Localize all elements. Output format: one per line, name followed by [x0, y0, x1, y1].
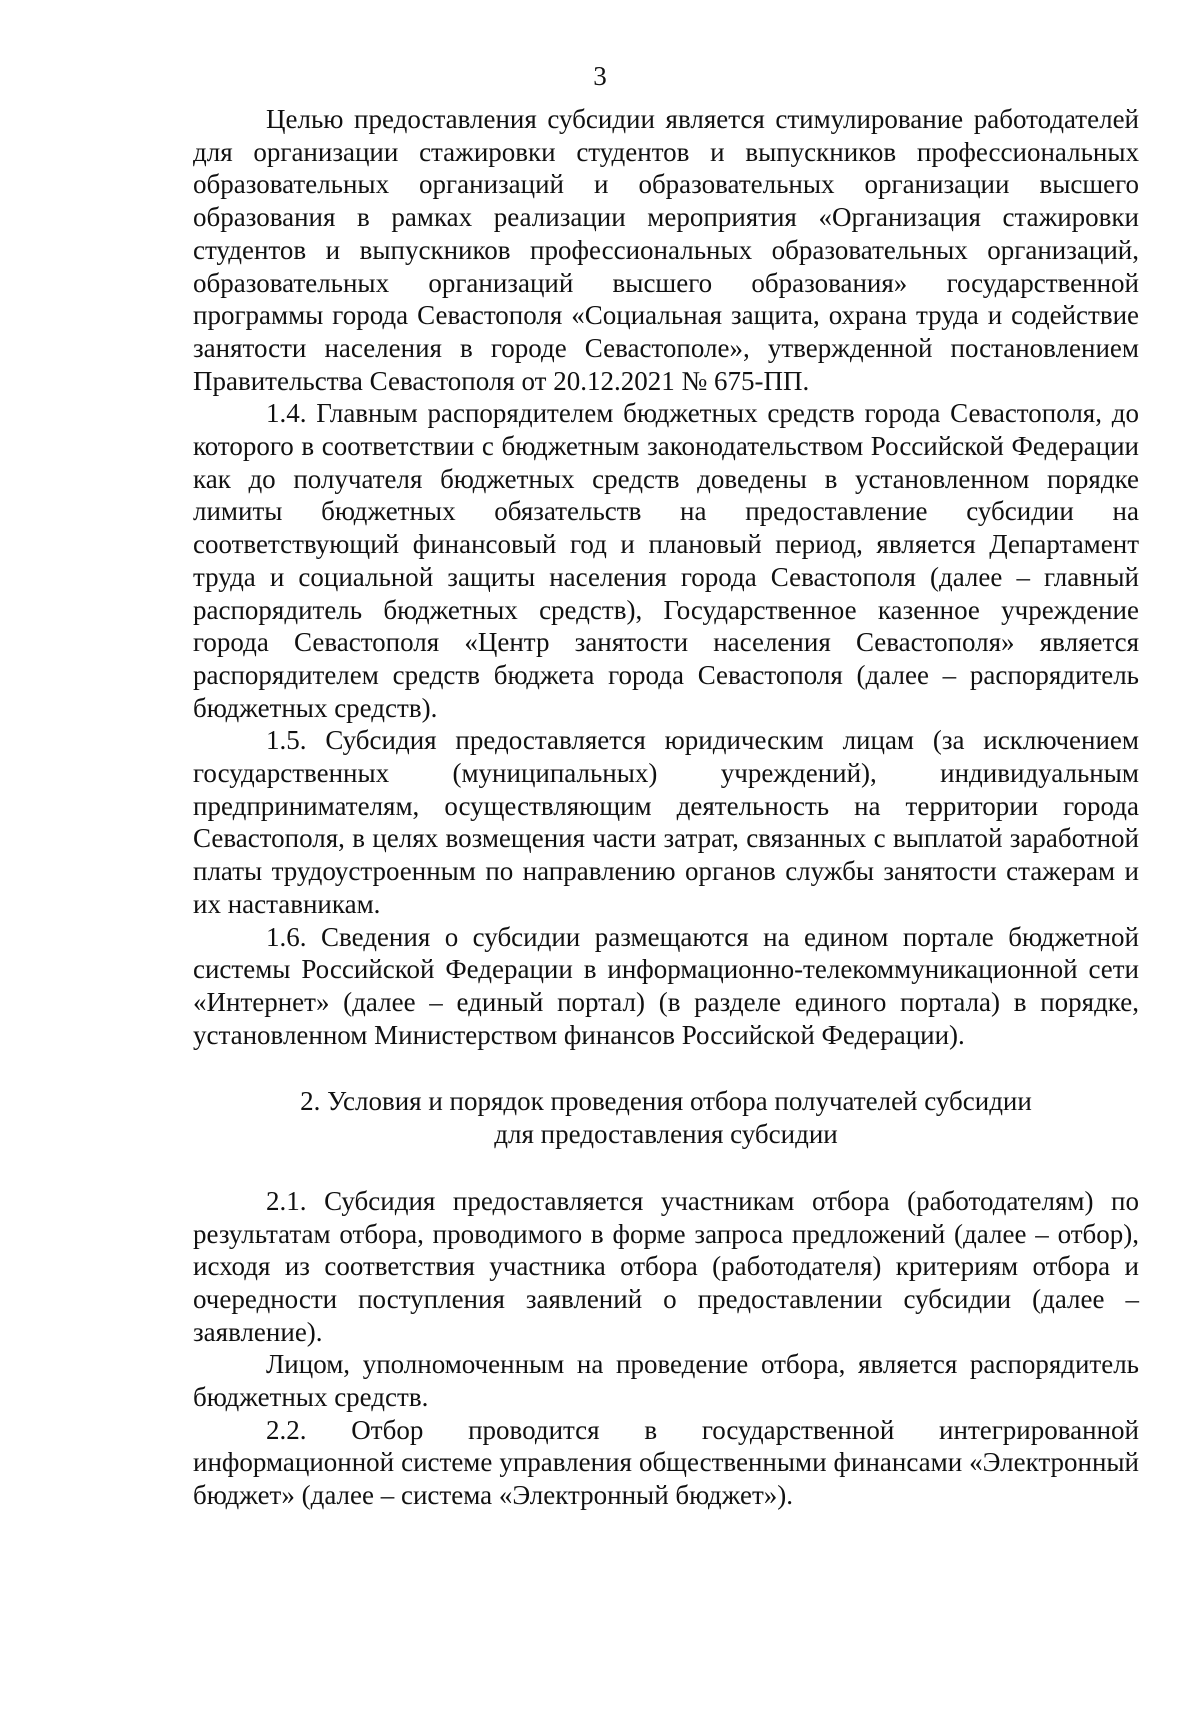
- section-heading-line-1: 2. Условия и порядок проведения отбора получателей субсидии: [300, 1086, 1032, 1117]
- paragraph-1-6: 1.6. Сведения о субсидии размещаются на едином портале бюджетной системы Российской Федерации в информационно-телекоммуникационной сети «Интернет» (далее – единый портал) (в разделе единого портала) в порядке, установленном Министерством финансов Российской Федерации).: [193, 921, 1139, 1050]
- paragraph-1-5: 1.5. Субсидия предоставляется юридическим лицам (за исключением государственных (муниципальных) учреждений), индивидуальным предпринимателям, осуществляющим деятельность на территории города Севастополя, в целях возмещения части затрат, связанных с выплатой заработной платы трудоустроенным по направлению органов службы занятости стажерам и их наставникам.: [193, 725, 1139, 919]
- section-heading-line-2: для предоставления субсидии: [494, 1119, 838, 1150]
- paragraph-2-2: 2.2. Отбор проводится в государственной интегрированной информационной системе управления общественными финансами «Электронный бюджет» (далее – система «Электронный бюджет»).: [193, 1414, 1139, 1511]
- paragraph-subsidy-goal: Целью предоставления субсидии является стимулирование работодателей для организации стажировки студентов и выпускников профессиональных образовательных организаций и образовательных организации высшего образования в рамках реализации мероприятия «Организация стажировки студентов и выпускников профессиональных образовательных организаций, образовательных организаций высшего образования» государственной программы города Севастополя «Социальная защита, охрана труда и содействие занятости населения в городе Севастополе», утвержденной постановлением Правительства Севастополя от 20.12.2021 № 675-ПП.: [193, 104, 1139, 396]
- paragraph-1-4: 1.4. Главным распорядителем бюджетных средств города Севастополя, до которого в соответствии с бюджетным законодательством Российской Федерации как до получателя бюджетных средств доведены в установленном порядке лимиты бюджетных обязательств на предоставление субсидии на соответствующий финансовый год и плановый период, является Департамент труда и социальной защиты населения города Севастополя (далее – главный распорядитель бюджетных средств), Государственное казенное учреждение города Севастополя «Центр занятости населения Севастополя» является распорядителем средств бюджета города Севастополя (далее – распорядитель бюджетных средств).: [193, 398, 1139, 723]
- document-body: [193, 103, 1139, 1512]
- page-number: 3: [593, 61, 607, 91]
- section-2-heading: [193, 1085, 1139, 1150]
- paragraph-2-1: 2.1. Субсидия предоставляется участникам отбора (работодателям) по результатам отбора, проводимого в форме запроса предложений (далее – отбор), исходя из соответствия участника отбора (работодателя) критериям отбора и очередности поступления заявлений о предоставлении субсидии (далее – заявление).: [193, 1185, 1139, 1347]
- paragraph-authorized-person: Лицом, уполномоченным на проведение отбора, является распорядитель бюджетных средств.: [193, 1349, 1139, 1413]
